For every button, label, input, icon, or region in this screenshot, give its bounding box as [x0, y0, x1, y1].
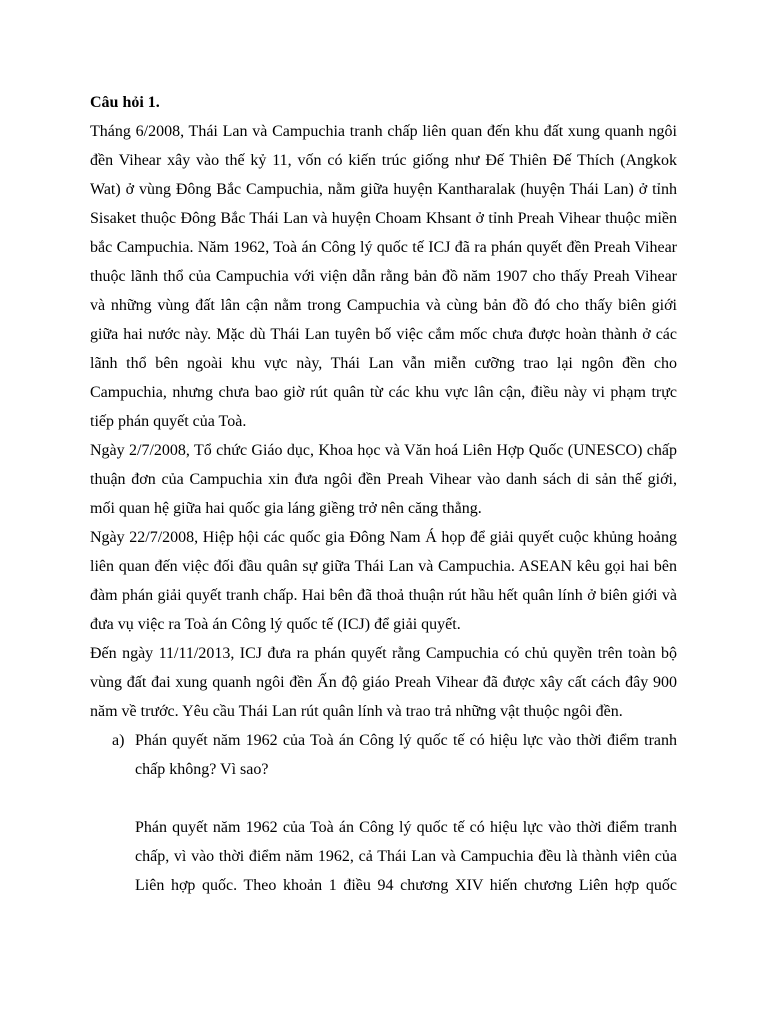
paragraph-icj-ruling: Đến ngày 11/11/2013, ICJ đưa ra phán quyết rằng Campuchia có chủ quyền trên toàn bộ vùng đất đai xung quanh ngôi đền Ấn độ giáo Preah Vihear đã được xây cất cách đây 900 năm về trước. Yêu cầu Thái Lan rút quân lính và trao trả những vật thuộc ngôi đền.: [90, 645, 677, 720]
question-a-text: Phán quyết năm 1962 của Toà án Công lý quốc tế có hiệu lực vào thời điểm tranh chấp không? Vì sao?: [135, 732, 677, 778]
question-a-marker: a): [112, 732, 125, 749]
paragraph-background: Tháng 6/2008, Thái Lan và Campuchia tranh chấp liên quan đến khu đất xung quanh ngôi đền Vihear xây vào thế kỷ 11, vốn có kiến trúc giống như Đế Thiên Đế Thích (Angkok Wat) ở vùng Đông Bắc Campuchia, nằm giữa huyện Kantharalak (huyện Thái Lan) ở tỉnh Sisaket thuộc Đông Bắc Thái Lan và huyện Choam Khsant ở tỉnh Preah Vihear thuộc miền bắc Campuchia. Năm 1962, Toà án Công lý quốc tế ICJ đã ra phán quyết đền Preah Vihear thuộc lãnh thổ của Campuchia với viện dẫn rằng bản đồ năm 1907 cho thấy Preah Vihear và những vùng đất lân cận nằm trong Campuchia và cùng bản đồ đó cho thấy biên giới giữa hai nước này. Mặc dù Thái Lan tuyên bố việc cắm mốc chưa được hoàn thành ở các lãnh thổ bên ngoài khu vực này, Thái Lan vẫn miễn cưỡng trao lại ngôn đền cho Campuchia, nhưng chưa bao giờ rút quân từ các khu vực lân cận, điều này vi phạm trực tiếp phán quyết của Toà.: [90, 123, 677, 430]
question-heading: Câu hỏi 1.: [90, 94, 160, 111]
paragraph-unesco: Ngày 2/7/2008, Tổ chức Giáo dục, Khoa học và Văn hoá Liên Hợp Quốc (UNESCO) chấp thuận đơn của Campuchia xin đưa ngôi đền Preah Vihear vào danh sách di sản thế giới, mối quan hệ giữa hai quốc gia láng giềng trở nên căng thẳng.: [90, 442, 677, 517]
question-a: [90, 726, 677, 784]
paragraph-asean: Ngày 22/7/2008, Hiệp hội các quốc gia Đông Nam Á họp để giải quyết cuộc khủng hoảng liên quan đến việc đối đầu quân sự giữa Thái Lan và Campuchia. ASEAN kêu gọi hai bên đàm phán giải quyết tranh chấp. Hai bên đã thoả thuận rút hầu hết quân lính ở biên giới và đưa vụ việc ra Toà án Công lý quốc tế (ICJ) để giải quyết.: [90, 529, 677, 633]
answer-paragraph: Phán quyết năm 1962 của Toà án Công lý quốc tế có hiệu lực vào thời điểm tranh chấp, vì vào thời điểm năm 1962, cả Thái Lan và Campuchia đều là thành viên của Liên hợp quốc. Theo khoản 1 điều 94 chương XIV hiến chương Liên hợp quốc: [135, 819, 677, 894]
document-body: [90, 88, 677, 900]
